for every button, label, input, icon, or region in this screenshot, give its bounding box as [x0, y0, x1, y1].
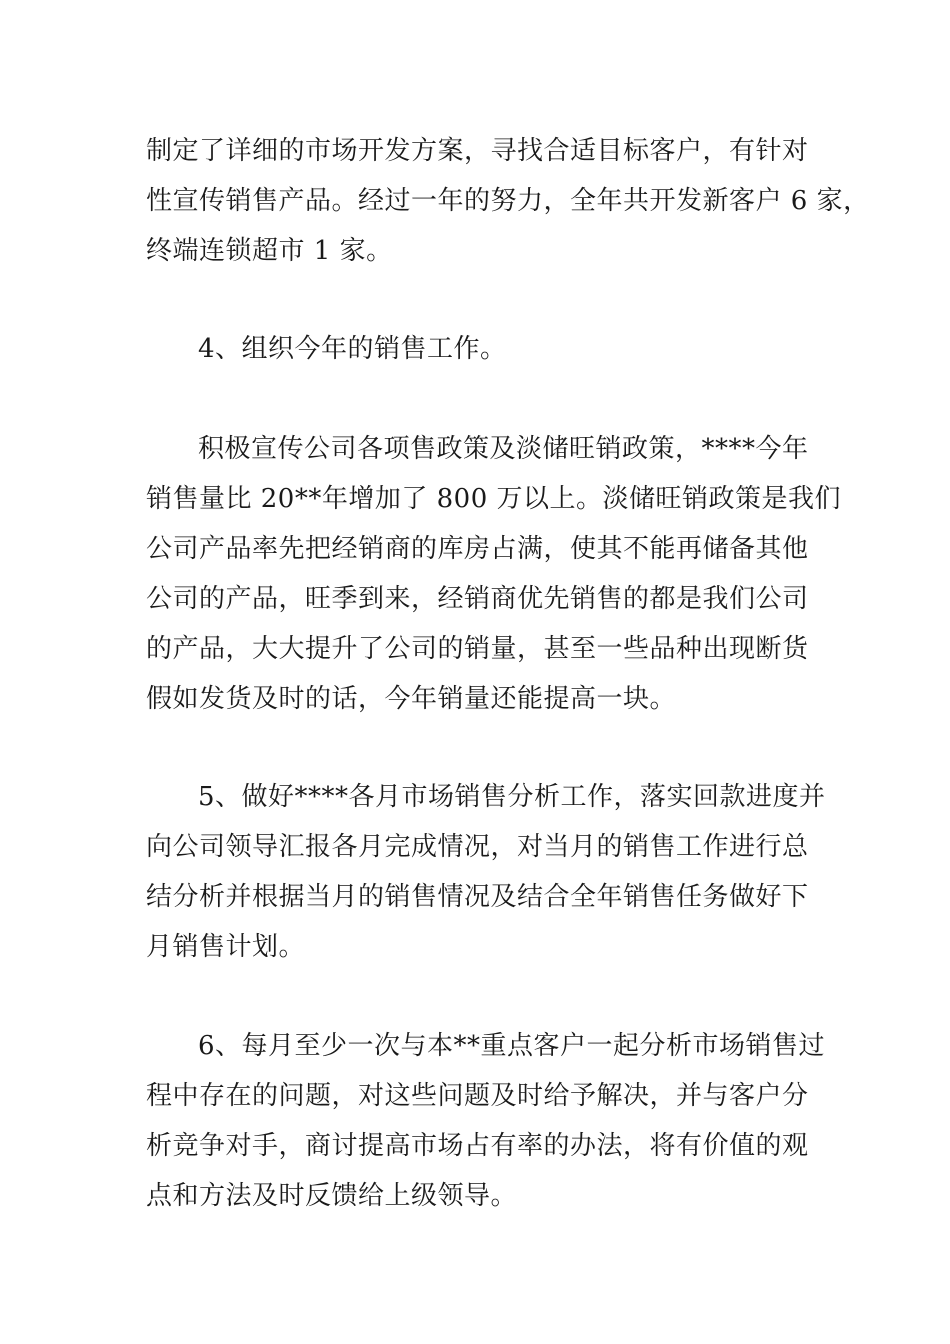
- text-line: 制定了详细的市场开发方案，寻找合适目标客户，有针对: [146, 136, 809, 166]
- text-line: 程中存在的问题，对这些问题及时给予解决，并与客户分: [146, 1081, 809, 1111]
- text-line: 6、每月至少一次与本**重点客户一起分析市场销售过: [198, 1031, 826, 1061]
- text-line: 终端连锁超市 1 家。: [146, 236, 393, 266]
- paragraph-sales-policy: [146, 424, 842, 724]
- text-line: 公司的产品，旺季到来，经销商优先销售的都是我们公司: [146, 584, 809, 614]
- text-line: 公司产品率先把经销商的库房占满，使其不能再储备其他: [146, 534, 809, 564]
- paragraph-market-development: [146, 126, 870, 276]
- text-line: 析竞争对手，商讨提高市场占有率的办法，将有价值的观: [146, 1131, 809, 1161]
- text-line: 4、组织今年的销售工作。: [198, 334, 507, 364]
- text-line: 月销售计划。: [146, 932, 306, 962]
- text-line: 积极宣传公司各项售政策及淡储旺销政策，****今年: [198, 434, 809, 464]
- section-heading-4: [146, 324, 816, 374]
- text-line: 向公司领导汇报各月完成情况，对当月的销售工作进行总: [146, 832, 809, 862]
- paragraph-item-6: [146, 1021, 826, 1221]
- text-line: 点和方法及时反馈给上级领导。: [146, 1181, 518, 1211]
- text-line: 假如发货及时的话，今年销量还能提高一块。: [146, 684, 677, 714]
- paragraph-item-5: [146, 772, 826, 972]
- text-line: 5、做好****各月市场销售分析工作，落实回款进度并: [198, 782, 826, 812]
- text-line: 结分析并根据当月的销售情况及结合全年销售任务做好下: [146, 882, 809, 912]
- text-line: 的产品，大大提升了公司的销量，甚至一些品种出现断货: [146, 634, 809, 664]
- text-line: 销售量比 20**年增加了 800 万以上。淡储旺销政策是我们: [146, 484, 842, 514]
- text-line: 性宣传销售产品。经过一年的努力，全年共开发新客户 6 家，: [146, 186, 870, 216]
